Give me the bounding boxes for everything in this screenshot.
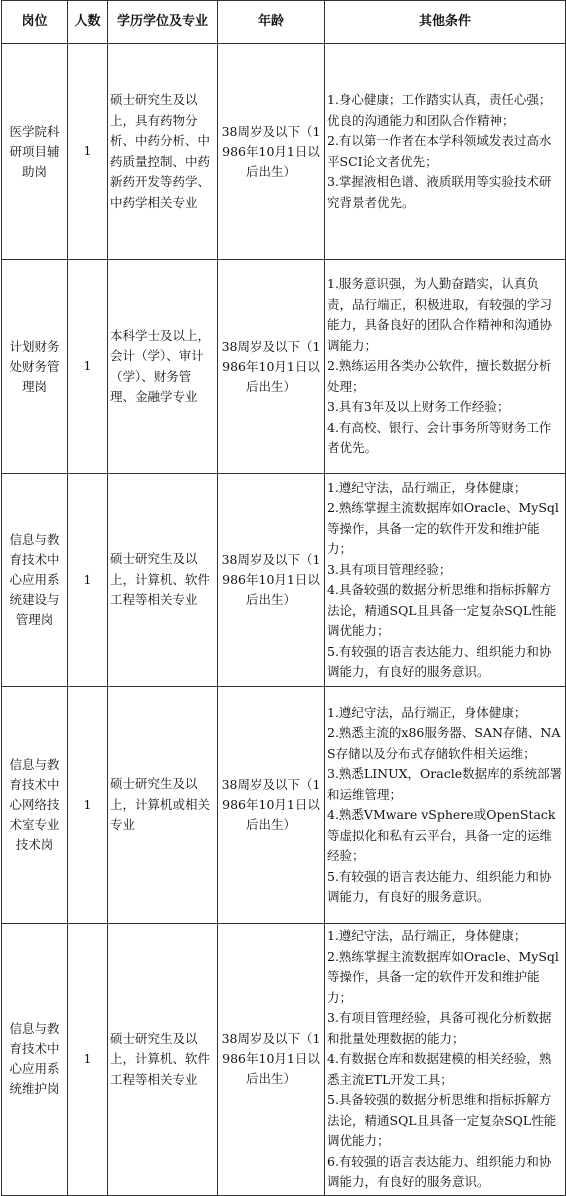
table-row [2,44,566,260]
condition-line: 2.熟练掌握主流数据库如Oracle、MySql等操作，具备一定的软件开发和维护能力； [327,500,559,556]
condition-line: 5.具备较强的数据分析思维和指标拆解方法论，精通SQL且具备一定复杂SQL性能调优能力； [327,1092,557,1148]
cell-position: 医学院科研项目辅助岗 [2,44,68,260]
cell-education: 本科学士及以上，会计（学）、审计（学）、财务管理、金融学专业 [108,260,218,474]
header-count: 人数 [68,1,108,44]
condition-line: 2.熟练掌握主流数据库如Oracle、MySql等操作，具备一定的软件开发和维护能力； [327,948,559,1005]
condition-line: 2.熟练运用各类办公软件，擅长数据分析处理； [327,358,552,394]
cell-count: 1 [68,687,108,924]
condition-line: 4.具备较强的数据分析思维和指标拆解方法论，精通SQL且具备一定复杂SQL性能调优能力； [327,582,557,638]
condition-line: 4.有高校、银行、会计事务所等财务工作者优先。 [327,419,552,456]
table-row [2,474,566,687]
condition-line: 1.遵纪守法，品行端正，身体健康； [327,704,527,720]
condition-line: 4.有数据仓库和数据建模的相关经验，熟悉主流ETL开发工具； [327,1051,552,1087]
header-position: 岗位 [2,1,68,44]
cell-education: 硕士研究生及以上，计算机、软件工程等相关专业 [108,474,218,687]
cell-count: 1 [68,44,108,260]
condition-line: 1.遵纪守法，品行端正，身体健康； [327,479,527,495]
condition-line: 1.服务意识强，为人勤奋踏实，认真负责，品行端正，积极进取，有较强的学习能力，具备良好的团队合作精神和沟通协调能力； [327,276,553,353]
condition-line: 2.熟悉主流的x86服务器、SAN存储、NAS存储以及分布式存储软件相关运维； [327,725,561,761]
condition-line: 2.有以第一作者在本学科领域发表过高水平SCI论文者优先； [327,133,552,169]
recruitment-table [1,0,566,1196]
condition-line: 3.有项目管理经验，具备可视化分析数据和批量处理数据的能力； [327,1010,552,1046]
cell-conditions [325,44,566,260]
condition-line: 3.具有3年及以上财务工作经验； [327,399,510,415]
header-conditions: 其他条件 [325,1,566,44]
condition-line: 3.掌握液相色谱、液质联用等实验技术研究背景者优先。 [327,174,552,210]
cell-age: 38周岁及以下（1986年10月1日以后出生） [218,260,325,474]
cell-position: 信息与教育技术中心应用系统建设与管理岗 [2,474,68,687]
condition-line: 6.有较强的语言表达能力、组织能力和协调能力，有良好的服务意识。 [327,1153,552,1189]
cell-count: 1 [68,474,108,687]
condition-line: 5.有较强的语言表达能力、组织能力和协调能力，有良好的服务意识。 [327,868,552,904]
cell-conditions [325,260,566,474]
condition-line: 1.身心健康；工作踏实认真，责任心强；优良的沟通能力和团队合作精神； [327,92,552,128]
cell-age: 38周岁及以下（1986年10月1日以后出生） [218,924,325,1196]
cell-age: 38周岁及以下（1986年10月1日以后出生） [218,474,325,687]
cell-education: 硕士研究生及以上，具有药物分析、中药分析、中药质量控制、中药新药开发等药学、中药学相关专业 [108,44,218,260]
condition-line: 3.具有项目管理经验； [327,561,452,577]
table-row [2,687,566,924]
cell-position: 信息与教育技术中心网络技术室专业技术岗 [2,687,68,924]
table-header-row [2,1,566,44]
cell-education: 硕士研究生及以上，计算机、软件工程等相关专业 [108,924,218,1196]
condition-line: 5.有较强的语言表达能力、组织能力和协调能力，有良好的服务意识。 [327,643,552,679]
cell-count: 1 [68,260,108,474]
table-row [2,260,566,474]
cell-age: 38周岁及以下（1986年10月1日以后出生） [218,44,325,260]
cell-conditions [325,687,566,924]
cell-conditions [325,474,566,687]
header-education: 学历学位及专业 [108,1,218,44]
condition-line: 1.遵纪守法，品行端正，身体健康； [327,928,527,943]
cell-count: 1 [68,924,108,1196]
condition-line: 3.熟悉LINUX，Oracle数据库的系统部署和运维管理； [327,766,563,802]
cell-conditions [325,924,566,1196]
condition-line: 4.熟悉VMware vSphere或OpenStack等虚拟化和私有云平台，具备一定的运维经验； [327,807,556,863]
table-row [2,924,566,1196]
header-age: 年龄 [218,1,325,44]
cell-position: 计划财务处财务管理岗 [2,260,68,474]
cell-age: 38周岁及以下（1986年10月1日以后出生） [218,687,325,924]
cell-position: 信息与教育技术中心应用系统维护岗 [2,924,68,1196]
cell-education: 硕士研究生及以上，计算机或相关专业 [108,687,218,924]
